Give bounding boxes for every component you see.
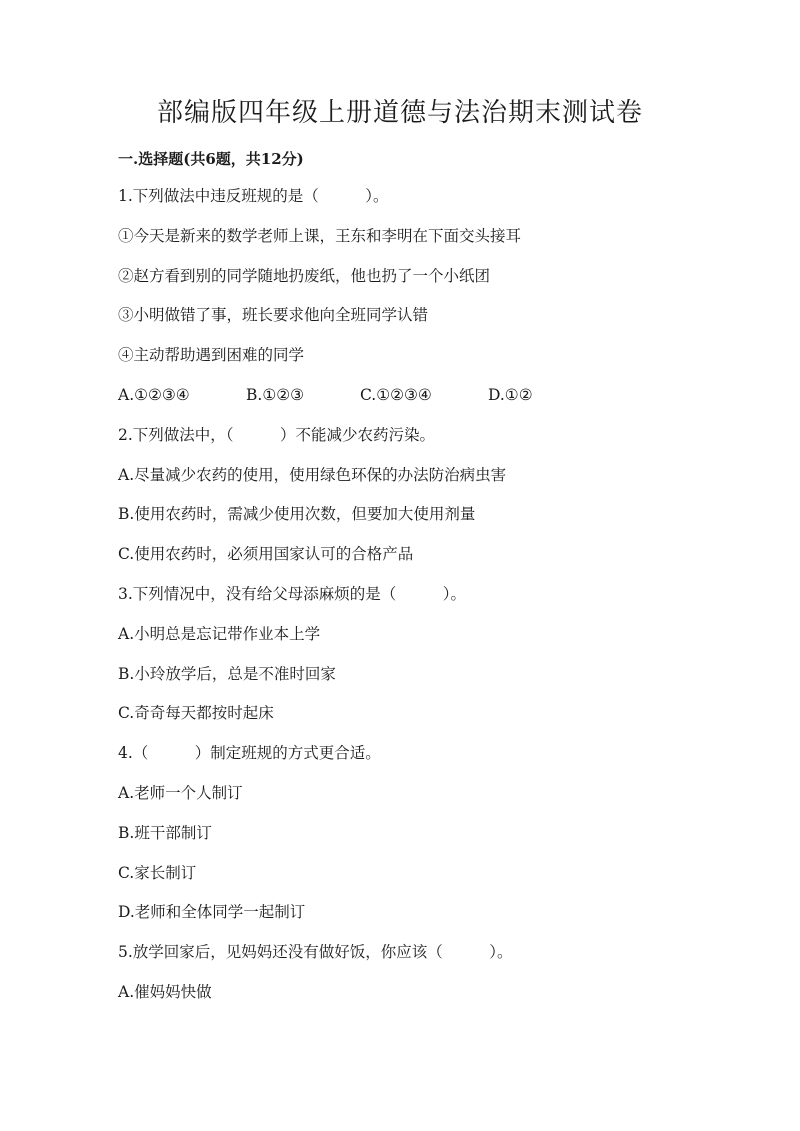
question-2-stem: 2.下列做法中，（ ）不能减少农药污染。 (118, 425, 436, 444)
question-2-option-a: A.尽量减少农药的使用，使用绿色环保的办法防治病虫害 (118, 465, 507, 484)
question-5-option-a: A.催妈妈快做 (118, 982, 212, 1001)
question-3-option-b: B.小玲放学后，总是不准时回家 (118, 664, 336, 683)
question-1-statement-2: ②赵方看到别的同学随地扔废纸，他也扔了一个小纸团 (118, 266, 491, 285)
question-1-options (118, 383, 718, 423)
question-2-option-c: C.使用农药时，必须用国家认可的合格产品 (118, 545, 414, 564)
question-1-option-c: C.①②③④ (360, 385, 432, 404)
question-4-option-c: C.家长制订 (118, 863, 197, 882)
question-3-option-c: C.奇奇每天都按时起床 (118, 704, 274, 723)
section-heading: 一.选择题(共6题，共12分) (118, 150, 304, 168)
question-3-option-a: A.小明总是忘记带作业本上学 (118, 624, 321, 643)
exam-title: 部编版四年级上册道德与法治期末测试卷 (156, 98, 643, 128)
question-list (118, 184, 718, 1020)
question-5-stem: 5.放学回家后，见妈妈还没有做好饭，你应该（ ）。 (118, 943, 513, 962)
question-1-statement-3: ③小明做错了事，班长要求他向全班同学认错 (118, 306, 429, 325)
question-3-stem: 3.下列情况中，没有给父母添麻烦的是（ ）。 (118, 584, 467, 603)
question-1-statement-1: ①今天是新来的数学老师上课，王东和李明在下面交头接耳 (118, 226, 522, 245)
question-1-statement-4: ④主动帮助遇到困难的同学 (118, 346, 305, 365)
question-1-stem: 1.下列做法中违反班规的是（ ）。 (118, 187, 389, 205)
question-4-option-b: B.班干部制订 (118, 823, 212, 842)
question-1-option-a: A.①②③④ (118, 385, 190, 404)
question-4-stem: 4.（ ）制定班规的方式更合适。 (118, 744, 381, 763)
question-4-option-a: A.老师一个人制订 (118, 783, 243, 802)
question-2-option-b: B.使用农药时，需减少使用次数，但要加大使用剂量 (118, 505, 476, 524)
question-1-option-d: D.①② (488, 385, 533, 404)
question-1-option-b: B.①②③ (246, 385, 305, 404)
question-4-option-d: D.老师和全体同学一起制订 (118, 903, 306, 922)
